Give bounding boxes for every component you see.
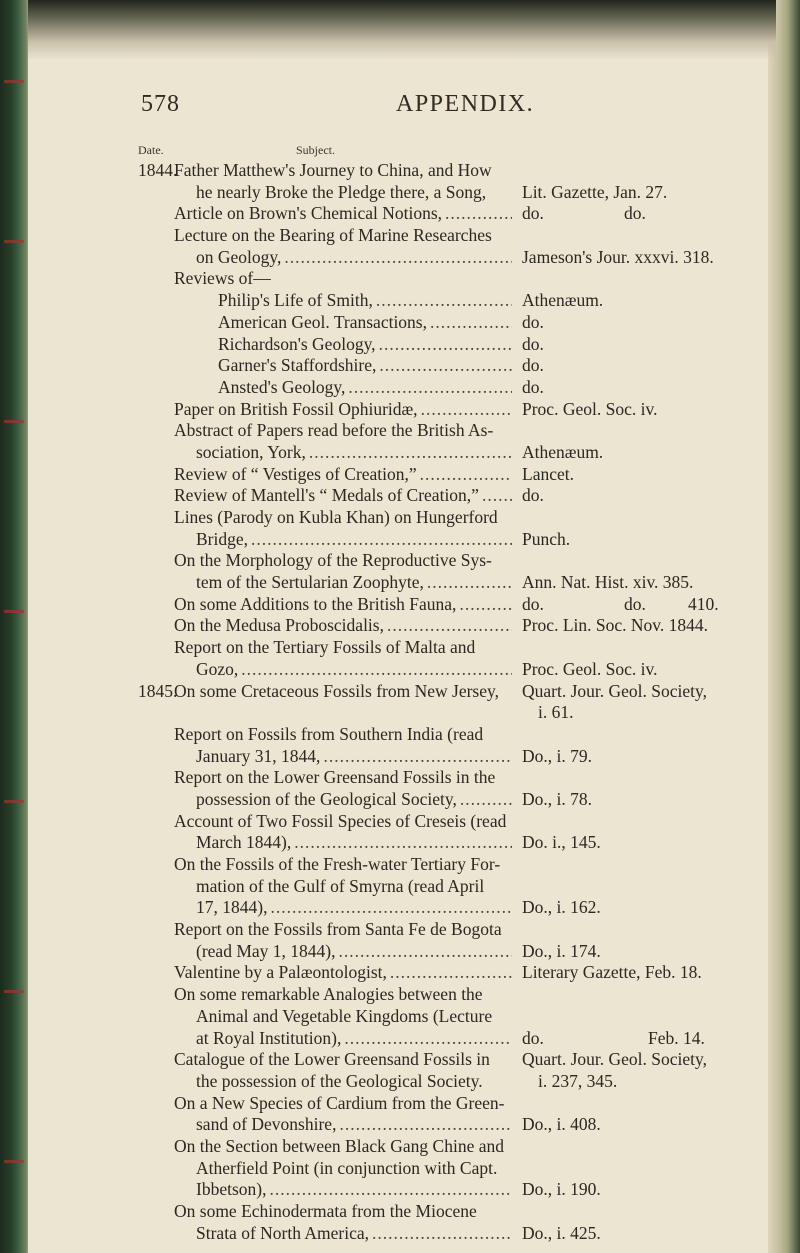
entry-line [0,290,800,312]
entry-source: Lit. Gazette, Jan. 27. [522,181,668,202]
entry-source: Proc. Geol. Soc. iv. [522,658,658,679]
entry-subject: On some Additions to the British Fauna, ..... [174,594,512,616]
entry-line [0,767,800,789]
entry-line [0,659,800,681]
entry-year: 1845. [138,680,178,701]
entry-source: Ann. Nat. Hist. xiv. 385. [522,572,694,593]
entry-source: Punch. [522,528,571,549]
entry-subject: Valentine by a Palæontologist, ..... [174,962,512,984]
entry-subject: he nearly Broke the Pledge there, a Song, [196,181,487,202]
entry-subject: Report on the Tertiary Fossils of Malta and [174,637,476,658]
entry-line [0,724,800,746]
entry-subject: Philip's Life of Smith, ..... [218,290,512,312]
entry-subject: Gozo, ..... [196,659,512,681]
entry-subject: On the Section between Black Gang Chine and [174,1135,504,1156]
leader-dots [294,832,512,854]
entry-source: Proc. Geol. Soc. iv. [522,398,658,419]
leader-dots [420,464,512,486]
entry-source: do. Feb. 14. [522,1027,705,1048]
entry-subject: Review of “ Vestiges of Creation,” ..... [174,464,512,486]
leader-dots [372,1223,512,1245]
entry-line [0,312,800,334]
entry-line [0,854,800,876]
entry-source: Athenæum. [522,290,604,311]
entry-subject: Report on the Lower Greensand Fossils in the [174,767,496,788]
leader-dots [379,355,512,377]
entry-subject: sand of Devonshire, ..... [196,1114,512,1136]
entry-source: Do., i. 78. [522,788,592,809]
entry-subject: Article on Brown's Chemical Notions, ..... [174,203,512,225]
entry-subject: Lecture on the Bearing of Marine Researches [174,225,492,246]
entry-line [0,225,800,247]
entry-line [0,1071,800,1093]
entry-source: Do., i. 190. [522,1179,601,1200]
entry-subject: Paper on British Fossil Ophiuridæ, ..... [174,399,512,421]
entry-line [0,485,800,507]
entry-subject: Animal and Vegetable Kingdoms (Lecture [196,1005,493,1026]
entry-subject: Ibbetson), ..... [196,1179,512,1201]
entry-source: Athenæum. [522,441,604,462]
entry-source: Do., i. 79. [522,745,592,766]
entry-source: Do. i., 145. [522,832,601,853]
entry-line [0,746,800,768]
entry-subject: Reviews of— [174,268,271,289]
entry-line [0,1049,800,1071]
entry-subject: American Geol. Transactions, ..... [218,312,512,334]
leader-dots [348,377,512,399]
entry-subject: On some Cretaceous Fossils from New Jersey, [174,680,499,701]
entry-source: Do., i. 174. [522,940,601,961]
entry-line [0,1006,800,1028]
entry-line [0,615,800,637]
entry-line [0,876,800,898]
entry-line [0,811,800,833]
entry-line [0,637,800,659]
entry-line [0,1136,800,1158]
entry-subject: Bridge, ..... [196,529,512,551]
leader-dots [390,962,512,984]
entry-subject: On the Fossils of the Fresh-water Tertiary For- [174,854,501,874]
column-head-date: Date. [138,143,164,157]
entry-subject: on Geology, ..... [196,247,512,269]
entry-subject: Catalogue of the Lower Greensand Fossils in [174,1049,490,1070]
entry-source: Do., i. 408. [522,1114,601,1135]
entry-subject: the possession of the Geological Society. [196,1070,483,1091]
leader-dots [339,1114,512,1136]
entry-subject: On some remarkable Analogies between the [174,984,483,1005]
entry-source: do. [522,311,544,332]
leader-dots [309,442,512,464]
entry-source: Do., i. 162. [522,897,601,918]
entry-subject: On a New Species of Cardium from the Green- [174,1092,505,1113]
entry-line [0,1201,800,1223]
entry-line [0,399,800,421]
entry-line [0,355,800,377]
entry-line [0,160,800,182]
entry-line [0,507,800,529]
entry-line [0,789,800,811]
page-title: APPENDIX. [396,91,535,117]
entry-source: do. [522,355,544,376]
entry-subject: Ansted's Geology, ..... [218,377,512,399]
entry-line [0,897,800,919]
entry-subject: possession of the Geological Society, ..... [196,789,512,811]
entry-subject: January 31, 1844, ..... [196,746,512,768]
column-head-subject: Subject. [296,143,335,157]
leader-dots [387,615,512,637]
top-shadow [28,0,776,60]
entry-source: i. 61. [538,702,574,723]
entry-subject: Abstract of Papers read before the British As- [174,420,494,441]
entry-source: do. [522,376,544,397]
leader-dots [445,203,512,225]
leader-dots [379,334,512,356]
entry-line [0,442,800,464]
leader-dots [338,941,512,963]
entry-line [0,377,800,399]
entry-line [0,594,800,616]
entry-source: do. [522,333,544,354]
entry-subject: Garner's Staffordshire, ..... [218,355,512,377]
entry-line [0,247,800,269]
entry-line [0,984,800,1006]
leader-dots [460,789,512,811]
entry-line [0,1093,800,1115]
entry-subject: 17, 1844), ..... [196,897,512,919]
entry-subject: On the Medusa Proboscidalis, ..... [174,615,512,637]
entry-subject: Atherfield Point (in conjunction with Capt. [196,1157,498,1178]
entry-line [0,182,800,204]
entry-line [0,702,800,724]
entry-source: do. [522,485,544,506]
entry-line [0,919,800,941]
entry-source: do. do. 410. [522,593,719,614]
page-number: 578 [141,91,180,117]
leader-dots [323,746,512,768]
entry-line [0,1028,800,1050]
leader-dots [427,572,512,594]
entry-line [0,420,800,442]
entry-source: Quart. Jour. Geol. Society, [522,1049,708,1070]
entry-subject: Father Matthew's Journey to China, and How [174,160,492,180]
entry-line [0,203,800,225]
entry-source: Literary Gazette, Feb. 18. [522,962,702,983]
entry-source: i. 237, 345. [538,1070,618,1091]
running-header [0,91,800,121]
entry-line [0,681,800,703]
entry-subject: March 1844), ..... [196,832,512,854]
leader-dots [421,399,512,421]
entry-line [0,268,800,290]
entry-subject: Account of Two Fossil Species of Creseis (read [174,810,507,831]
entry-line [0,550,800,572]
entry-source: Proc. Lin. Soc. Nov. 1844. [522,615,709,636]
leader-dots [344,1028,512,1050]
entry-source: Do., i. 425. [522,1222,601,1243]
leader-dots [270,897,512,919]
bibliography-list [0,160,800,1244]
entry-line [0,832,800,854]
entry-line [0,962,800,984]
leader-dots [376,290,512,312]
entry-source: Quart. Jour. Geol. Society, [522,680,708,701]
leader-dots [241,659,512,681]
entry-subject: Report on the Fossils from Santa Fe de Bogota [174,919,502,940]
entry-subject: sociation, York, ..... [196,442,512,464]
leader-dots [269,1179,512,1201]
entry-line [0,572,800,594]
entry-subject: Review of Mantell's “ Medals of Creation,” ..... [174,485,512,507]
leader-dots [482,485,512,507]
entry-source: Jameson's Jour. xxxvi. 318. [522,246,714,267]
entry-subject: On the Morphology of the Reproductive Sys- [174,550,492,571]
entry-line [0,334,800,356]
entry-line [0,941,800,963]
entry-line [0,464,800,486]
entry-line [0,529,800,551]
entry-source: do. do. [522,203,646,224]
entry-subject: at Royal Institution), ..... [196,1028,512,1050]
entry-line [0,1158,800,1180]
entry-subject: Report on Fossils from Southern India (read [174,723,484,744]
entry-subject: (read May 1, 1844), ..... [196,941,512,963]
entry-line [0,1179,800,1201]
entry-subject: Lines (Parody on Kubla Khan) on Hungerford [174,507,498,527]
entry-subject: Strata of North America, ..... [196,1223,512,1245]
entry-subject: mation of the Gulf of Smyrna (read April [196,875,485,896]
entry-line [0,1223,800,1245]
entry-line [0,1114,800,1136]
leader-dots [430,312,512,334]
leader-dots [251,529,512,551]
entry-subject: Richardson's Geology, ..... [218,334,512,356]
leader-dots [459,594,512,616]
entry-source: Lancet. [522,463,574,484]
entry-subject: On some Echinodermata from the Miocene [174,1201,477,1221]
entry-subject: tem of the Sertularian Zoophyte, ..... [196,572,512,594]
entry-year: 1844. [138,160,178,180]
leader-dots [284,247,512,269]
